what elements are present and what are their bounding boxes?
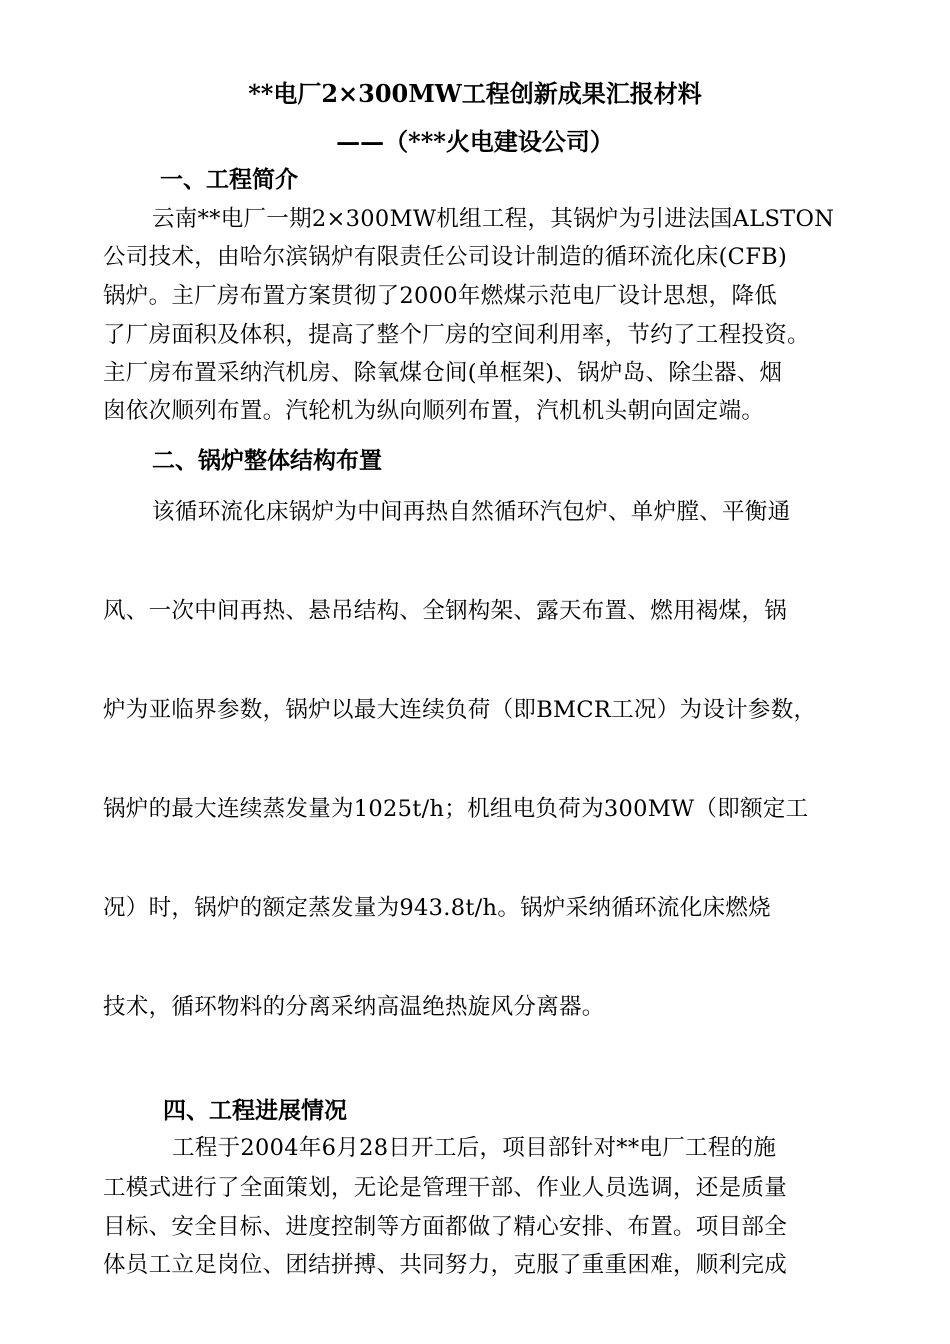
paragraph-line: 风、一次中间再热、悬吊结构、全钢构架、露天布置、燃用褐煤，锅 (103, 598, 788, 624)
section-heading-progress: 四、工程进展情况 (163, 1097, 347, 1124)
section-heading-overview: 一、工程简介 (160, 166, 298, 193)
paragraph-line: 炉为亚临界参数，锅炉以最大连续负荷（即BMCR工况）为设计参数， (103, 697, 817, 723)
paragraph-line: 云南**电厂一期2×300MW机组工程，其锅炉为引进法国ALSTON (152, 206, 835, 232)
paragraph-line: 目标、安全目标、进度控制等方面都做了精心安排、布置。项目部全 (103, 1214, 788, 1240)
paragraph-line: 囱依次顺列布置。汽轮机为纵向顺列布置，汽机机头朝向固定端。 (103, 398, 765, 424)
paragraph-line: 技术，循环物料的分离采纳高温绝热旋风分离器。 (103, 994, 605, 1020)
paragraph-line: 工模式进行了全面策划，无论是管理干部、作业人员选调，还是质量 (103, 1175, 788, 1201)
paragraph-line: 锅炉。主厂房布置方案贯彻了2000年燃煤示范电厂设计思想，降低 (103, 283, 778, 309)
document-title: **电厂2×300MW工程创新成果汇报材料 (248, 79, 702, 108)
paragraph-line: 况）时，锅炉的额定蒸发量为943.8t/h。锅炉采纳循环流化床燃烧 (103, 895, 771, 921)
paragraph-line: 体员工立足岗位、团结拼搏、共同努力，克服了重重困难，顺利完成 (103, 1252, 788, 1278)
paragraph-line: 了厂房面积及体积，提高了整个厂房的空间利用率，节约了工程投资。 (103, 322, 810, 348)
paragraph-line: 锅炉的最大连续蒸发量为1025t/h；机组电负荷为300MW（即额定工 (103, 796, 809, 822)
paragraph-line: 主厂房布置采纳汽机房、除氧煤仓间(单框架)、锅炉岛、除尘器、烟 (103, 360, 783, 386)
section-heading-boiler-structure: 二、锅炉整体结构布置 (152, 447, 382, 474)
paragraph-line: 该循环流化床锅炉为中间再热自然循环汽包炉、单炉膛、平衡通 (152, 499, 791, 525)
document-subtitle: ——（***火电建设公司） (336, 127, 614, 156)
paragraph-line: 公司技术，由哈尔滨锅炉有限责任公司设计制造的循环流化床(CFB) (103, 244, 788, 270)
paragraph-line: 工程于2004年6月28日开工后，项目部针对**电厂工程的施 (172, 1135, 777, 1161)
